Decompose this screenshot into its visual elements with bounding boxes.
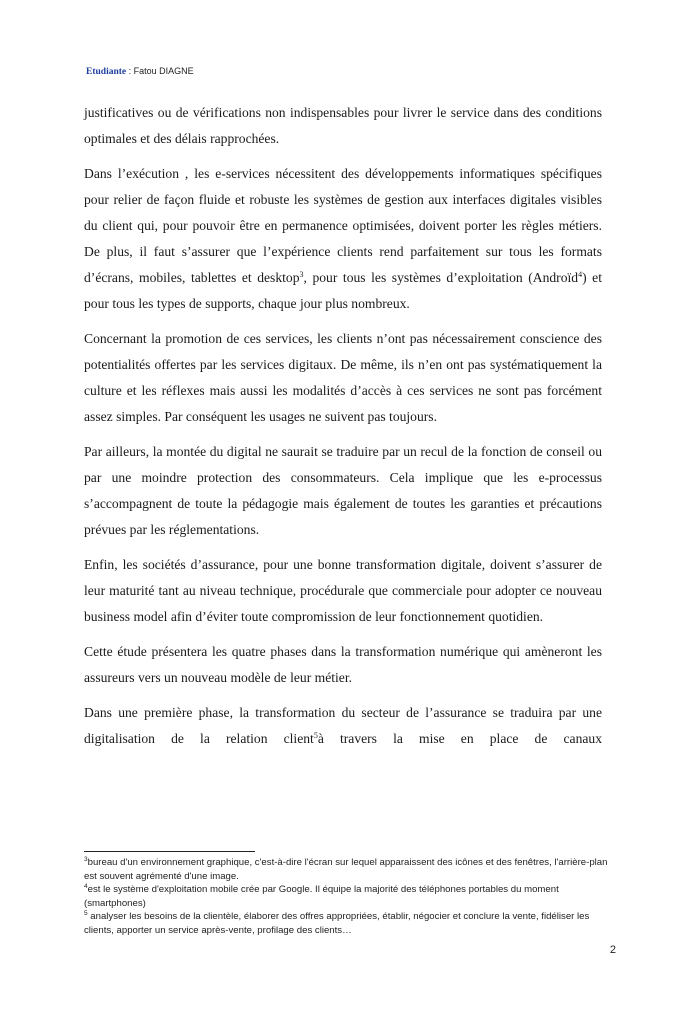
- paragraph-2-text-after: ) et pour tous les types de supports, chaque jour plus nombreux.: [84, 270, 602, 311]
- paragraph-1: justificatives ou de vérifications non indispensables pour livrer le service dans des conditions optimales et des délais rapprochées.: [84, 105, 602, 146]
- footnote-3-text: bureau d'un environnement graphique, c'est-à-dire l'écran sur lequel apparaissent des icônes et des fenêtres, l'arrière-plan est souvent agrémenté d'une image.: [84, 857, 608, 882]
- paragraph-4: Par ailleurs, la montée du digital ne saurait se traduire par un recul de la fonction de conseil ou par une moindre protection des consommateurs. Cela implique que les e-processus s’accompagnent de toute la pédagogie mais également de toutes les garanties et précautions prévues par les réglementations.: [84, 444, 602, 537]
- footnote-ref-5: 5: [313, 731, 318, 740]
- header-separator: :: [126, 66, 134, 76]
- paragraph-7-text-after: à travers la mise en place de canaux: [317, 731, 602, 746]
- footnote-5: [84, 910, 614, 937]
- footnote-ref-3: 3: [299, 270, 304, 279]
- paragraph-7: [84, 700, 602, 752]
- footnote-5-text: analyser les besoins de la clientèle, élaborer des offres appropriées, établir, négocier et conclure la vente, fidéliser les clients, apporter un service après-vente, profilage des clients…: [84, 911, 590, 936]
- paragraph-7-text-before: Dans une première phase, la transformation du secteur de l’assurance se traduira par une digitalisation de la relation client: [84, 705, 602, 746]
- footnotes: [84, 856, 614, 937]
- header-author-name: Fatou DIAGNE: [133, 66, 194, 76]
- paragraph-2-text-before: Dans l’exécution , les e-services nécessitent des développements informatiques spécifiques pour relier de façon fluide et robuste les systèmes de gestion aux interfaces digitales visibles du client qui, pour pouvoir être en permanence optimisées, doivent porter les règles métiers. De plus, il faut s’assurer que l’expérience clients rend parfaitement sur tous les formats d’écrans, mobiles, tablettes et desktop: [84, 166, 602, 285]
- paragraph-2-text-middle: , pour tous les systèmes d’exploitation (Androïd: [303, 270, 579, 285]
- footnote-3: [84, 856, 614, 883]
- paragraph-3: Concernant la promotion de ces services, les clients n’ont pas nécessairement conscience des potentialités offertes par les services digitaux. De même, ils n’en ont pas systématiquement la culture et les réflexes mais aussi les modalités d’accès à ces services ne sont pas forcément assez simples. Par conséquent les usages ne suivent pas toujours.: [84, 331, 602, 424]
- footnote-5-number: 5: [84, 910, 88, 917]
- page-number: 2: [609, 944, 616, 956]
- footnote-3-number: 3: [84, 856, 88, 863]
- footnote-separator: [84, 851, 255, 852]
- body-text: [84, 100, 602, 761]
- paragraph-2: [84, 161, 602, 317]
- header-role: Etudiante: [86, 67, 127, 77]
- paragraph-5: Enfin, les sociétés d’assurance, pour une bonne transformation digitale, doivent s’assurer de leur maturité tant au niveau technique, procédurale que commerciale pour adopter ce nouveau business model afin d’éviter toute compromission de leur fonctionnement quotidien.: [84, 557, 602, 624]
- footnote-4-text: est le système d'exploitation mobile crée par Google. Il équipe la majorité des téléphones portables du moment (smartphones): [84, 884, 559, 909]
- paragraph-6: Cette étude présentera les quatre phases dans la transformation numérique qui amèneront les assureurs vers un nouveau modèle de leur métier.: [84, 644, 602, 685]
- footnote-4-number: 4: [84, 883, 88, 890]
- footnote-4: [84, 883, 614, 910]
- footnote-ref-4: 4: [578, 270, 583, 279]
- page-header: [86, 66, 194, 77]
